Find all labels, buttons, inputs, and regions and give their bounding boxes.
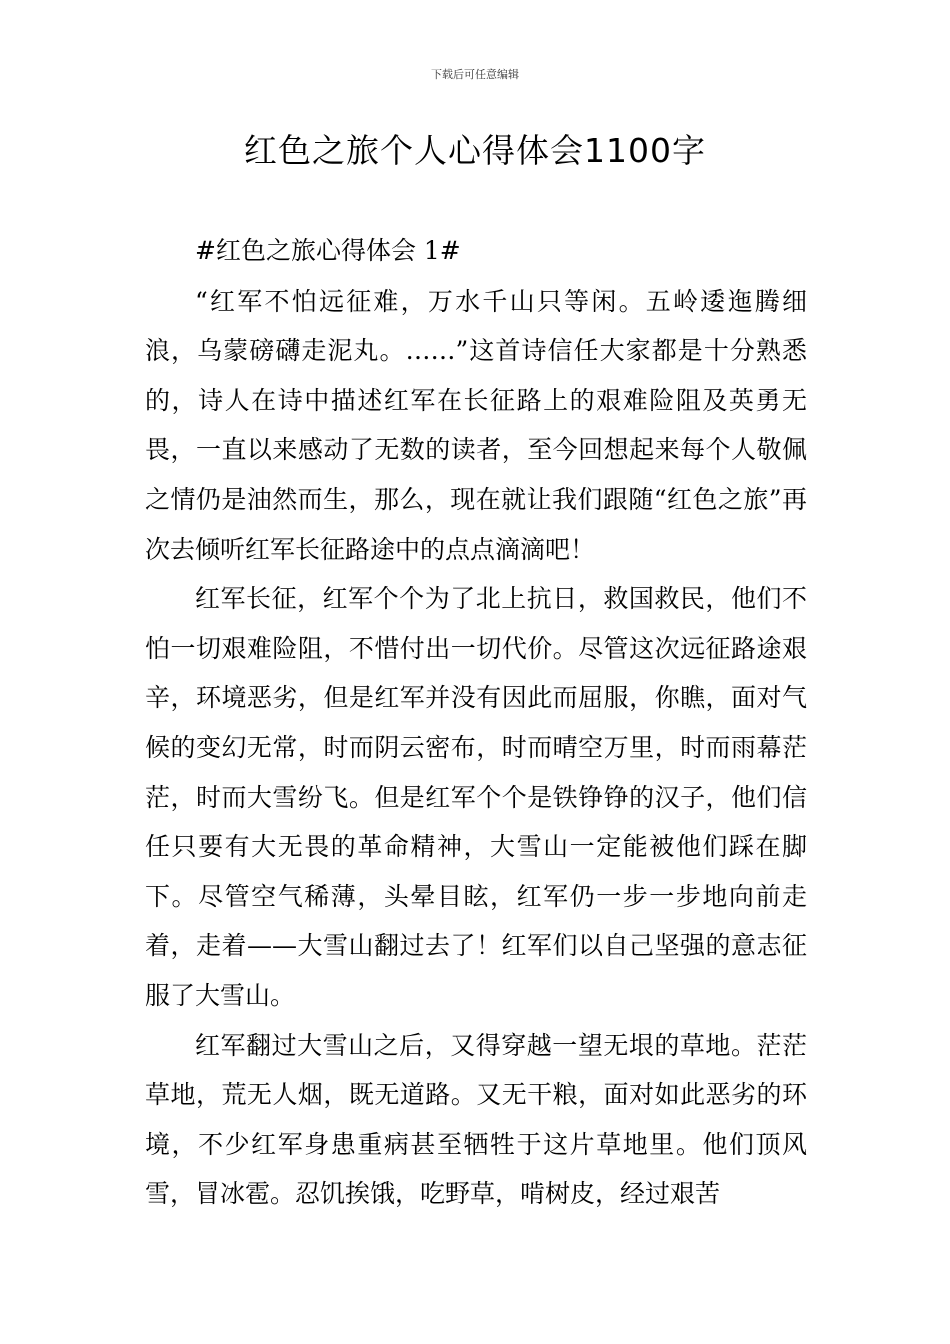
paragraph-1: “红军不怕远征难，万水千山只等闲。五岭逶迤腾细浪，乌蒙磅礴走泥丸。……”这首诗信任大家都是十分熟悉的，诗人在诗中描述红军在长征路上的艰难险阻及英勇无畏，一直以来感动了无数的读者，至今回想起来每个人敬佩之情仍是油然而生，那么，现在就让我们跟随“红色之旅”再次去倾听红军长征路途中的点点滴滴吧！ xyxy=(145,286,807,564)
paragraph-2: 红军长征，红军个个为了北上抗日，救国救民，他们不怕一切艰难险阻，不惜付出一切代价。尽管这次远征路途艰辛，环境恶劣，但是红军并没有因此而屈服，你瞧，面对气候的变幻无常，时而阴云密布，时而晴空万里，时而雨幕茫茫，时而大雪纷飞。但是红军个个是铁铮铮的汉子，他们信任只要有大无畏的革命精神，大雪山一定能被他们踩在脚下。尽管空气稀薄，头晕目眩，红军仍一步一步地向前走着，走着——大雪山翻过去了！红军们以自己坚强的意志征服了大雪山。 xyxy=(145,584,807,1010)
paragraph-3: 红军翻过大雪山之后，又得穿越一望无垠的草地。茫茫草地，荒无人烟，既无道路。又无干粮，面对如此恶劣的环境，不少红军身患重病甚至牺牲于这片草地里。他们顶风雪，冒冰雹。忍饥挨饿，吃野草，啃树皮，经过艰苦 xyxy=(145,1030,807,1209)
page-header-note: 下载后可任意编辑 xyxy=(431,68,519,81)
section-heading: #红色之旅心得体会 1# xyxy=(195,236,461,265)
document-body xyxy=(145,226,807,1219)
document-title: 红色之旅个人心得体会1100字 xyxy=(244,131,706,170)
